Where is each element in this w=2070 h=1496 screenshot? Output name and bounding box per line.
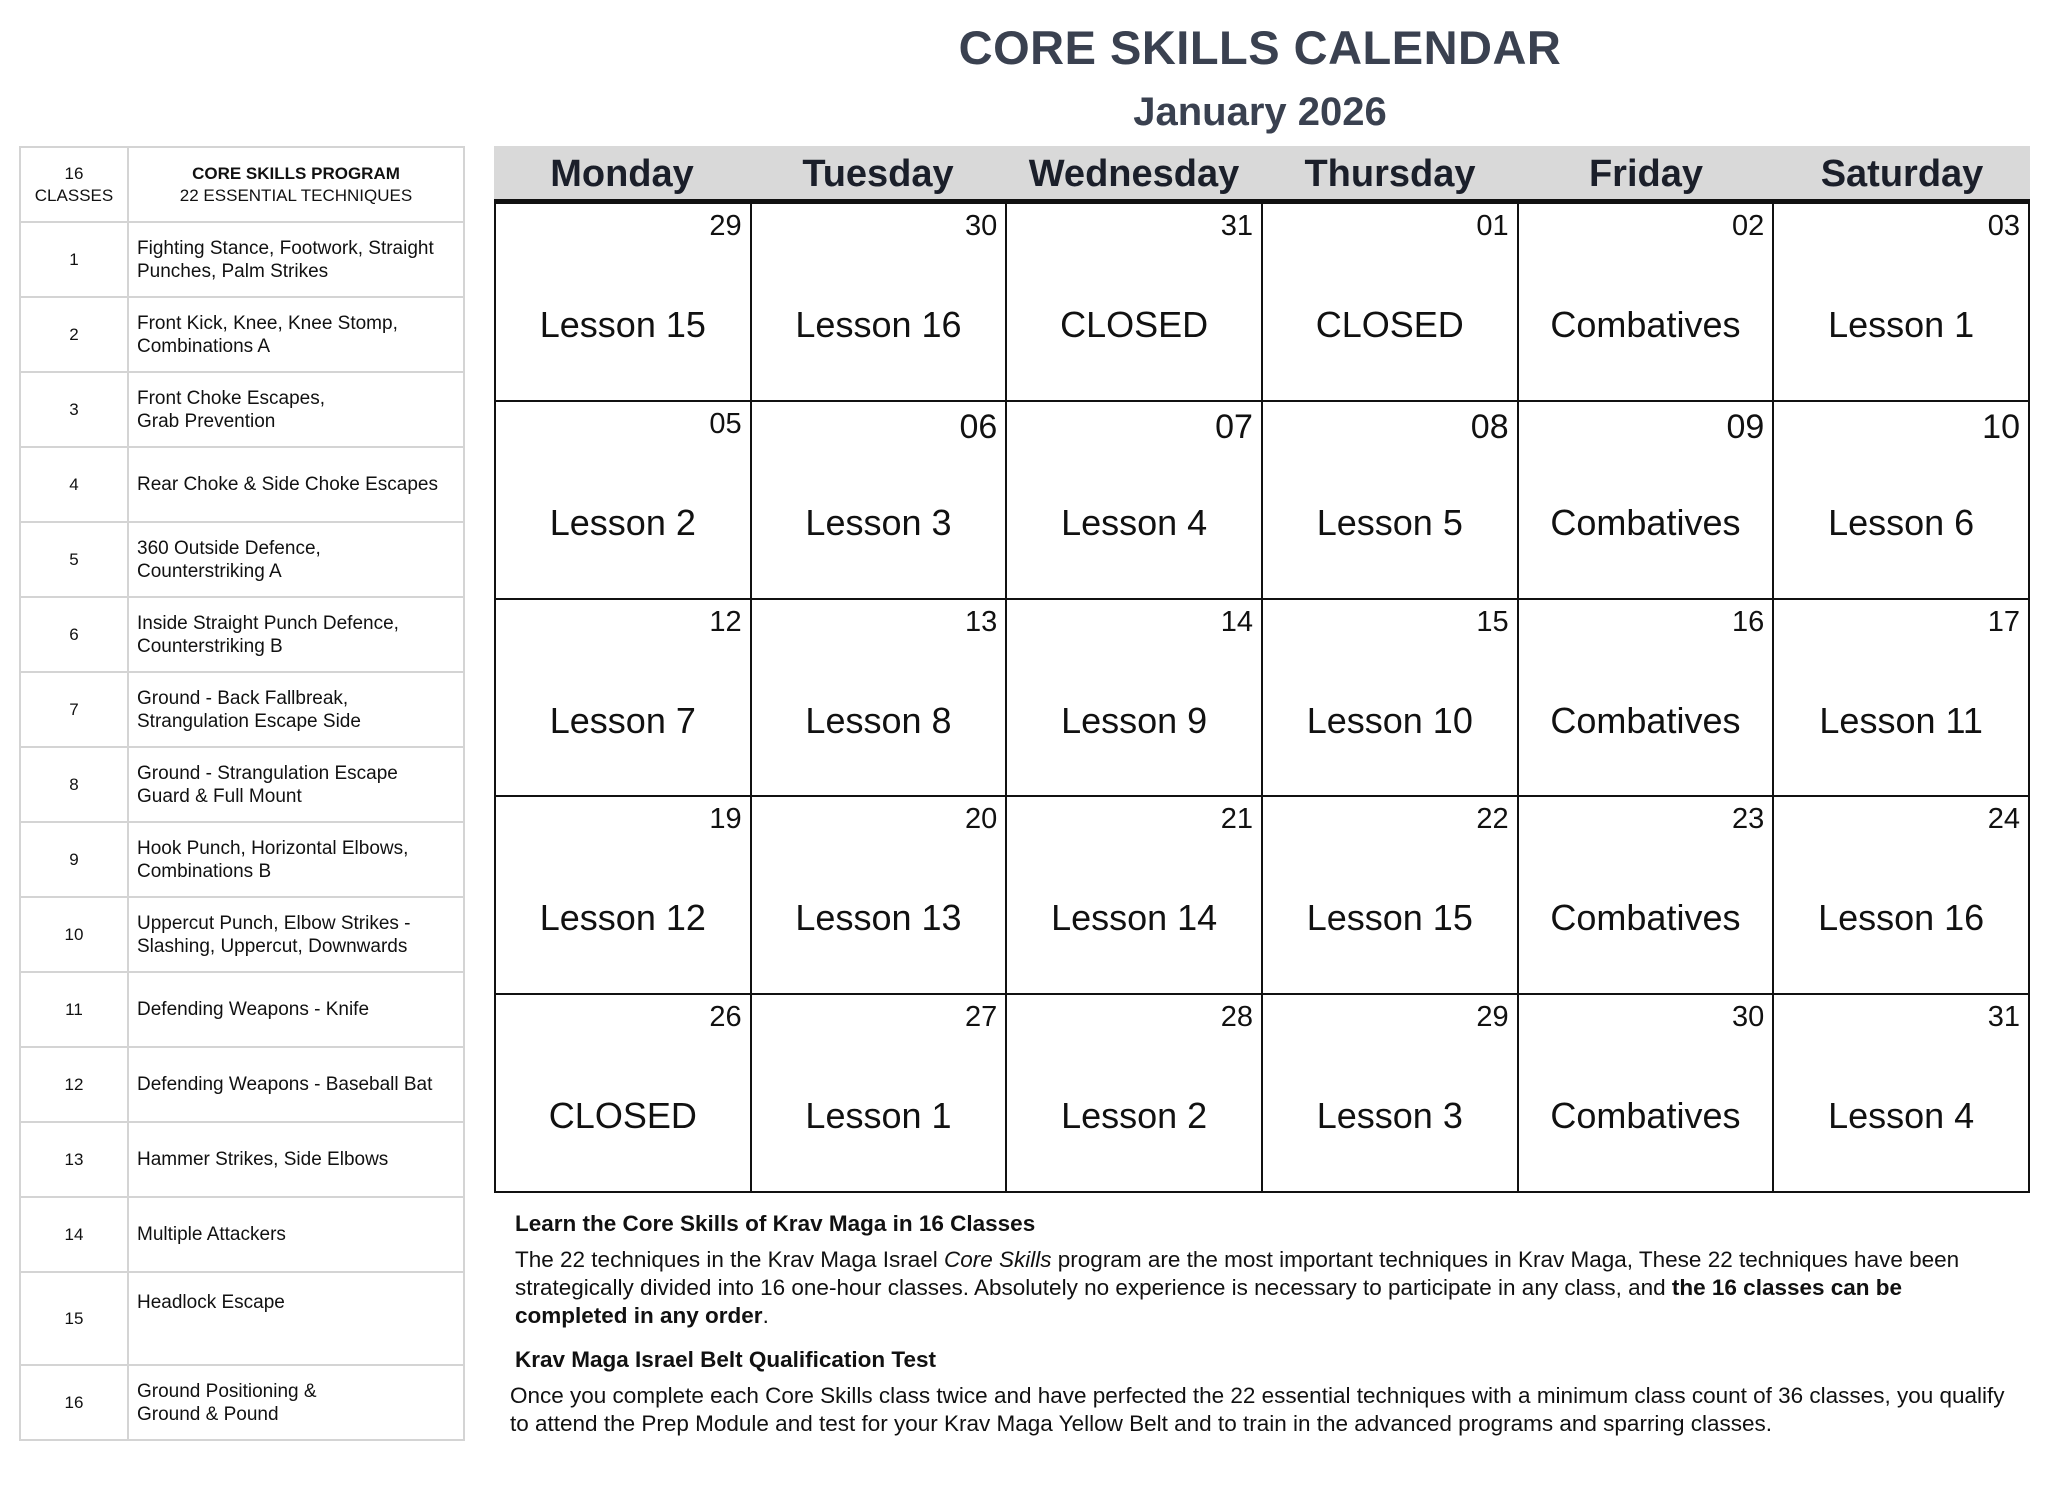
notes-emphasis: Core Skills [944, 1247, 1052, 1272]
calendar-day-cell [495, 599, 751, 797]
day-activity: Lesson 4 [1828, 1095, 1975, 1137]
technique-row [20, 522, 464, 597]
classes-count: 16 [64, 163, 84, 183]
weekday-label: Saturday [1820, 153, 1984, 195]
technique-class-number: 14 [20, 1197, 128, 1272]
calendar-day-cell [1773, 994, 2029, 1192]
calendar-week [495, 401, 2029, 599]
technique-line: Headlock Escape [137, 1292, 285, 1313]
day-activity: Lesson 11 [1819, 699, 1983, 741]
technique-line: Ground - Strangulation Escape [137, 762, 398, 784]
technique-description [128, 447, 464, 522]
calendar-day-cell [1262, 994, 1518, 1192]
calendar-day-cell [495, 994, 751, 1192]
technique-row [20, 1122, 464, 1197]
day-activity: CLOSED [548, 1095, 697, 1137]
day-number: 22 [1476, 803, 1509, 836]
technique-row [20, 447, 464, 522]
day-activity: Lesson 10 [1306, 699, 1473, 741]
technique-row [20, 897, 464, 972]
calendar-week [495, 203, 2029, 401]
technique-line: 360 Outside Defence, [137, 537, 321, 559]
calendar-day-cell [1518, 796, 1774, 994]
day-number: 23 [1732, 803, 1765, 836]
technique-line: Multiple Attackers [137, 1224, 286, 1245]
day-activity: CLOSED [1060, 304, 1209, 345]
notes-paragraph-belt-test: Once you complete each Core Skills class twice and have perfected the 22 essential techniques with a minimum class count of 36 classes, you qualify to attend the Prep Module and test for your Krav Maga Yellow Belt and to train in the advanced programs and sparring classes. [510, 1383, 2005, 1436]
techniques-table [19, 146, 465, 1441]
calendar-day-cell [1006, 203, 1262, 401]
day-number: 15 [1476, 605, 1509, 638]
technique-line: Grab Prevention [137, 410, 276, 432]
technique-line: Punches, Palm Strikes [137, 260, 329, 282]
day-number: 21 [1220, 803, 1253, 836]
day-activity: Lesson 2 [549, 501, 696, 543]
program-subtitle: 22 ESSENTIAL TECHNIQUES [179, 185, 413, 205]
technique-row [20, 822, 464, 897]
day-activity: Lesson 4 [1061, 501, 1208, 543]
technique-description [128, 1272, 464, 1365]
day-activity: Lesson 6 [1828, 501, 1975, 543]
technique-line: Front Choke Escapes, [137, 387, 325, 409]
calendar-day-cell [1773, 599, 2029, 797]
day-number: 26 [709, 1001, 742, 1034]
day-activity: Lesson 15 [1306, 897, 1473, 939]
techniques-table-header [20, 147, 464, 222]
day-number: 03 [1987, 210, 2020, 242]
technique-description [128, 222, 464, 297]
day-number: 17 [1987, 605, 2020, 638]
notes-paragraph-core-skills [515, 1246, 2015, 1330]
calendar-day-cell [1262, 203, 1518, 401]
technique-description [128, 1197, 464, 1272]
day-activity: Lesson 14 [1051, 897, 1218, 939]
day-activity: Lesson 1 [805, 1095, 952, 1137]
technique-class-number: 10 [20, 897, 128, 972]
day-number: 30 [965, 210, 998, 242]
technique-class-number: 6 [20, 597, 128, 672]
calendar-day-cell [1518, 599, 1774, 797]
technique-class-number: 11 [20, 972, 128, 1047]
day-activity: Combatives [1550, 304, 1741, 345]
technique-line: Strangulation Escape Side [137, 710, 361, 732]
technique-description [128, 372, 464, 447]
technique-class-number: 4 [20, 447, 128, 522]
technique-row [20, 672, 464, 747]
day-number: 27 [965, 1001, 998, 1034]
calendar-week [495, 599, 2029, 797]
calendar-day-cell [1006, 401, 1262, 599]
day-activity: Lesson 9 [1061, 699, 1208, 741]
calendar-day-cell [751, 796, 1007, 994]
day-number: 16 [1732, 605, 1765, 638]
technique-description [128, 822, 464, 897]
day-number: 05 [709, 407, 742, 440]
calendar-day-cell [1006, 599, 1262, 797]
weekday-label: Thursday [1304, 153, 1476, 195]
calendar-day-cell [1006, 796, 1262, 994]
calendar-day-cell [1773, 203, 2029, 401]
day-activity: Combatives [1550, 1095, 1741, 1137]
technique-row [20, 1197, 464, 1272]
day-number: 13 [965, 605, 998, 638]
notes-heading-belt-test: Krav Maga Israel Belt Qualification Test [515, 1347, 936, 1372]
technique-class-number: 16 [20, 1365, 128, 1440]
technique-class-number: 15 [20, 1272, 128, 1365]
technique-line: Counterstriking B [137, 635, 283, 657]
notes-heading-core-skills: Learn the Core Skills of Krav Maga in 16 Classes [515, 1211, 1036, 1236]
day-activity: Lesson 3 [1316, 1095, 1463, 1137]
day-activity: Lesson 8 [805, 699, 952, 741]
day-number: 01 [1476, 210, 1509, 242]
classes-count-header [20, 147, 128, 222]
day-number: 20 [965, 803, 998, 836]
day-number: 29 [1476, 1001, 1509, 1034]
calendar-day-cell [495, 796, 751, 994]
technique-line: Fighting Stance, Footwork, Straight [137, 237, 434, 259]
technique-description [128, 1365, 464, 1440]
weekday-label: Tuesday [802, 153, 954, 195]
technique-line: Counterstriking A [137, 560, 282, 582]
day-number: 09 [1726, 407, 1765, 446]
technique-class-number: 13 [20, 1122, 128, 1197]
weekday-label: Friday [1588, 153, 1704, 195]
calendar-day-cell [1262, 796, 1518, 994]
day-activity: Combatives [1550, 699, 1741, 741]
technique-line: Front Kick, Knee, Knee Stomp, [137, 312, 398, 334]
day-number: 14 [1220, 605, 1253, 638]
technique-description [128, 972, 464, 1047]
day-activity: Combatives [1550, 897, 1741, 939]
calendar-day-cell [751, 401, 1007, 599]
technique-line: Hammer Strikes, Side Elbows [137, 1149, 389, 1170]
calendar-day-cell [751, 994, 1007, 1192]
calendar-week [495, 796, 2029, 994]
day-activity: Lesson 13 [795, 897, 962, 939]
technique-row [20, 747, 464, 822]
technique-line: Combinations A [137, 335, 271, 357]
day-number: 19 [709, 803, 742, 836]
day-activity: CLOSED [1315, 304, 1464, 345]
day-number: 28 [1220, 1001, 1253, 1034]
weekday-header [494, 146, 2030, 202]
technique-description [128, 522, 464, 597]
technique-line: Ground - Back Fallbreak, [137, 687, 349, 709]
technique-row [20, 297, 464, 372]
technique-row [20, 972, 464, 1047]
technique-row [20, 1047, 464, 1122]
day-number: 30 [1732, 1001, 1765, 1034]
technique-line: Combinations B [137, 860, 272, 882]
calendar-day-cell [1518, 203, 1774, 401]
technique-row [20, 597, 464, 672]
calendar-day-cell [1518, 401, 1774, 599]
technique-class-number: 3 [20, 372, 128, 447]
program-header [128, 147, 464, 222]
calendar-day-cell [1262, 401, 1518, 599]
calendar-day-cell [1518, 994, 1774, 1192]
day-number: 06 [959, 407, 998, 446]
day-activity: Lesson 15 [539, 304, 706, 345]
notes-section [510, 1210, 2015, 1454]
notes-text: The 22 techniques in the Krav Maga Israel [515, 1247, 944, 1272]
technique-line: Ground & Pound [137, 1403, 279, 1425]
day-number: 08 [1470, 407, 1509, 446]
notes-strong: the 16 classes can be completed in any order [515, 1275, 1903, 1328]
day-activity: Lesson 3 [805, 501, 952, 543]
technique-description [128, 897, 464, 972]
technique-row [20, 1272, 464, 1365]
day-number: 31 [1987, 1001, 2020, 1034]
technique-line: Inside Straight Punch Defence, [137, 612, 399, 634]
technique-class-number: 12 [20, 1047, 128, 1122]
calendar-day-cell [751, 203, 1007, 401]
weekday-label: Monday [550, 153, 694, 195]
technique-description [128, 672, 464, 747]
technique-class-number: 2 [20, 297, 128, 372]
calendar-day-cell [751, 599, 1007, 797]
program-title: CORE SKILLS PROGRAM [192, 163, 400, 183]
day-number: 24 [1987, 803, 2020, 836]
day-number: 12 [709, 605, 742, 638]
calendar-grid [494, 202, 2030, 1193]
technique-description [128, 1047, 464, 1122]
day-activity: Combatives [1550, 501, 1741, 543]
technique-description [128, 597, 464, 672]
day-activity: Lesson 7 [549, 699, 696, 741]
calendar-day-cell [495, 203, 751, 401]
day-activity: Lesson 12 [539, 897, 706, 939]
notes-text: program are the most important techniques in Krav Maga, These 22 techniques have been strategically divided into 16 one-hour classes. Absolutely no experience is necessary to participate in any class, and [515, 1247, 1960, 1300]
calendar-day-cell [1773, 796, 2029, 994]
technique-row [20, 222, 464, 297]
weekday-label: Wednesday [1028, 153, 1240, 195]
page-subtitle: January 2026 [1133, 90, 1387, 134]
day-number: 31 [1220, 210, 1253, 242]
technique-line: Ground Positioning & [137, 1380, 317, 1402]
technique-row [20, 1365, 464, 1440]
technique-line: Hook Punch, Horizontal Elbows, [137, 837, 409, 859]
technique-description [128, 1122, 464, 1197]
day-number: 29 [709, 210, 742, 242]
technique-description [128, 747, 464, 822]
classes-label: CLASSES [34, 185, 114, 205]
technique-line: Uppercut Punch, Elbow Strikes - [137, 912, 411, 934]
day-activity: Lesson 2 [1061, 1095, 1208, 1137]
day-number: 07 [1215, 407, 1253, 446]
calendar-day-cell [495, 401, 751, 599]
day-number: 02 [1732, 210, 1765, 242]
day-activity: Lesson 5 [1316, 501, 1463, 543]
day-number: 10 [1982, 407, 2020, 446]
calendar-day-cell [1773, 401, 2029, 599]
technique-line: Rear Choke & Side Choke Escapes [137, 474, 438, 495]
calendar-day-cell [1262, 599, 1518, 797]
day-activity: Lesson 1 [1828, 304, 1975, 345]
technique-class-number: 1 [20, 222, 128, 297]
technique-class-number: 9 [20, 822, 128, 897]
day-activity: Lesson 16 [1818, 897, 1985, 939]
technique-class-number: 5 [20, 522, 128, 597]
technique-line: Defending Weapons - Baseball Bat [137, 1074, 433, 1095]
notes-text: . [762, 1303, 769, 1328]
calendar-week [495, 994, 2029, 1192]
technique-line: Guard & Full Mount [137, 785, 302, 807]
page-title: CORE SKILLS CALENDAR [958, 21, 1562, 74]
technique-class-number: 7 [20, 672, 128, 747]
technique-line: Defending Weapons - Knife [137, 999, 370, 1020]
technique-row [20, 372, 464, 447]
day-activity: Lesson 16 [795, 304, 962, 345]
technique-line: Slashing, Uppercut, Downwards [137, 935, 408, 957]
technique-class-number: 8 [20, 747, 128, 822]
technique-description [128, 297, 464, 372]
calendar-day-cell [1006, 994, 1262, 1192]
